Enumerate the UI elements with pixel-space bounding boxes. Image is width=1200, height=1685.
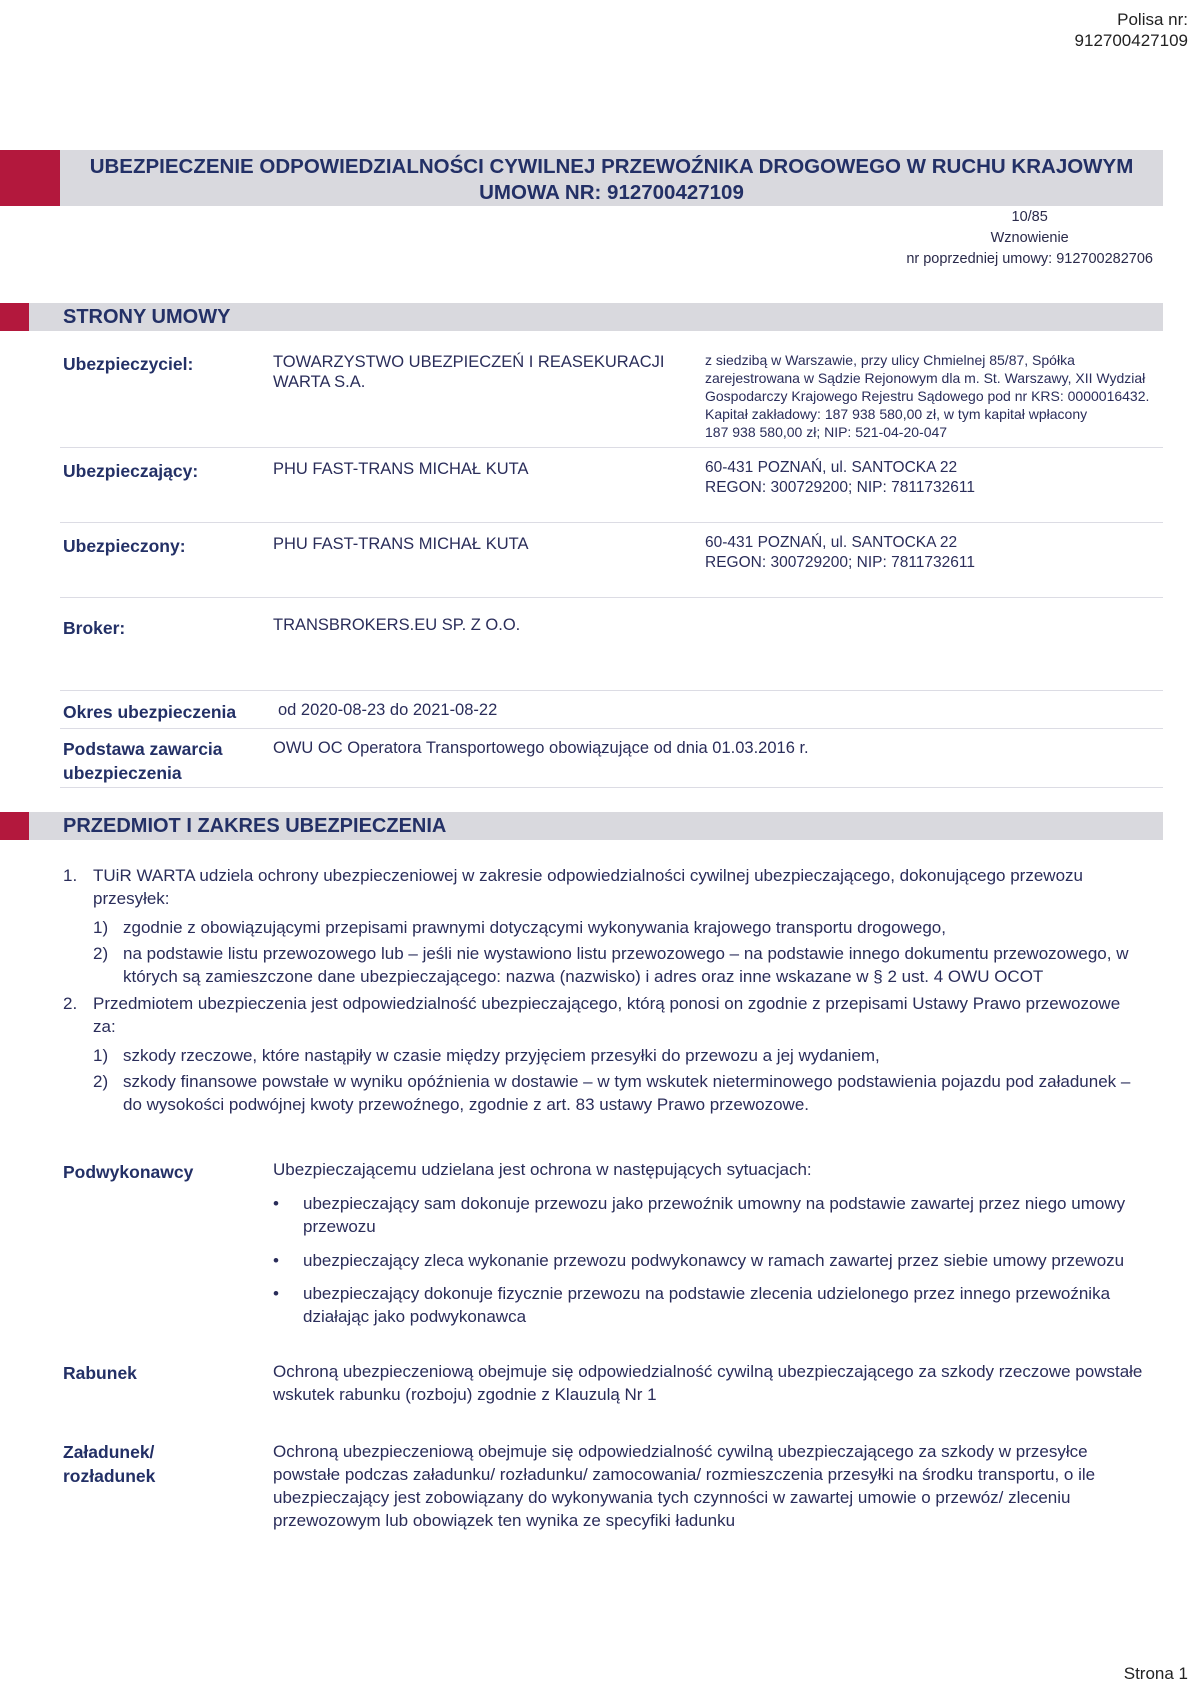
title-line-2: UMOWA NR: 912700427109 xyxy=(479,181,744,204)
contract-code: 10/85 xyxy=(1011,209,1048,225)
period-label: Okres ubezpieczenia xyxy=(63,702,237,722)
title-line-1: UBEZPIECZENIE ODPOWIEDZIALNOŚCI CYWILNEJ PRZEWOŹNIKA DROGOWEGO W RUCHU KRAJOWYM xyxy=(89,155,1134,178)
item-1-subitem-2-line-1: na podstawie listu przewozowego lub – jeśli nie wystawiono listu przewozowego – na podstawie innego dokumentu przewozowego, w xyxy=(123,944,1129,963)
bullet-marker: • xyxy=(273,1251,279,1270)
section-title-scope: PRZEDMIOT I ZAKRES UBEZPIECZENIA xyxy=(63,815,447,837)
section-accent-scope xyxy=(0,812,29,840)
subcontractors-label: Podwykonawcy xyxy=(63,1162,194,1182)
previous-contract: nr poprzedniej umowy: 912700282706 xyxy=(906,251,1153,267)
broker-name: TRANSBROKERS.EU SP. Z O.O. xyxy=(273,616,521,634)
insurer-name xyxy=(273,352,664,392)
subcontractors-bullet-1-line-1: ubezpieczający sam dokonuje przewozu jako przewoźnik umowny na podstawie zawartej przez niego umowy xyxy=(303,1194,1126,1213)
subitem-number: 2) xyxy=(93,1072,109,1091)
subitem-number: 1) xyxy=(93,1046,109,1065)
item-1-subitem-1: zgodnie z obowiązującymi przepisami prawnymi dotyczącymi wykonywania krajowego transportu drogowego, xyxy=(123,918,946,937)
policy-number: 912700427109 xyxy=(1074,31,1188,50)
insured-address-line-1: 60-431 POZNAŃ, ul. SANTOCKA 22 xyxy=(705,534,958,551)
section-accent-parties xyxy=(0,303,29,331)
loading-line-3: ubezpieczający jest zobowiązany do wykonywania tych czynności w zawartej umowie o przewóz/ zleceniu xyxy=(273,1488,1071,1507)
broker-label: Broker: xyxy=(63,618,126,638)
insurer-name-line-2: WARTA S.A. xyxy=(273,373,366,391)
page-number: Strona 1 xyxy=(1123,1664,1188,1683)
loading-label-line-2: rozładunek xyxy=(63,1466,156,1486)
subcontractors-bullet-3-line-2: działając jako podwykonawca xyxy=(303,1307,527,1326)
insurer-address-line: Gospodarczy Krajowego Rejestru Sądowego pod nr KRS: 0000016432. xyxy=(705,388,1150,404)
policyholder-name: PHU FAST-TRANS MICHAŁ KUTA xyxy=(273,460,529,478)
divider xyxy=(60,787,1163,788)
insured-name: PHU FAST-TRANS MICHAŁ KUTA xyxy=(273,535,529,553)
item-number: 2. xyxy=(63,994,78,1013)
contract-meta xyxy=(906,207,1153,270)
policyholder-address xyxy=(705,458,975,498)
insurer-name-line-1: TOWARZYSTWO UBEZPIECZEŃ I REASEKURACJI xyxy=(273,353,665,371)
item-2-line-1: Przedmiotem ubezpieczenia jest odpowiedzialność ubezpieczającego, którą ponosi on zgodnie z przepisami Ustawy Prawo przewozowe xyxy=(93,994,1121,1013)
subcontractors-bullet-3-line-1: ubezpieczający dokonuje fizycznie przewozu na podstawie zlecenia udzielonego przez innego przewoźnika xyxy=(303,1284,1111,1303)
loading-line-4: przewozowym lub obowiązek ten wynika ze specyfiki ładunku xyxy=(273,1511,736,1530)
item-1-line-2: przesyłek: xyxy=(93,889,170,908)
contract-status: Wznowienie xyxy=(990,230,1069,246)
policyholder-address-line-2: REGON: 300729200; NIP: 7811732611 xyxy=(705,479,976,496)
subcontractors-bullet-1 xyxy=(303,1192,1163,1238)
policy-number-block xyxy=(1075,9,1188,51)
subcontractors-bullet-1-line-2: przewozu xyxy=(303,1217,376,1236)
basis-label-line-2: ubezpieczenia xyxy=(63,763,182,783)
item-1-line-1: TUiR WARTA udziela ochrony ubezpieczeniowej w zakresie odpowiedzialności cywilnej ubezpieczającego, dokonującego przewozu xyxy=(93,866,1083,885)
item-number: 1. xyxy=(63,866,78,885)
insurer-address-line: zarejestrowana w Sądzie Rejonowym dla m. St. Warszawy, XII Wydział xyxy=(705,370,1146,386)
basis-label xyxy=(63,737,223,785)
policy-label: Polisa nr: xyxy=(1117,10,1188,29)
subcontractors-bullet-2: ubezpieczający zleca wykonanie przewozu podwykonawcy w ramach zawartej przez siebie umowy przewozu xyxy=(303,1251,1125,1270)
item-1-text xyxy=(93,864,1153,910)
item-1-subitem-2-line-2: których są zamieszczone dane ubezpieczającego: nazwa (nazwisko) i adres oraz inne wskazane w § 2 ust. 4 OWU OCOT xyxy=(123,967,1044,986)
divider xyxy=(60,690,1163,691)
robbery-label: Rabunek xyxy=(63,1363,137,1383)
subcontractors-intro: Ubezpieczającemu udzielana jest ochrona w następujących sytuacjach: xyxy=(273,1160,812,1179)
loading-label-line-1: Załadunek/ xyxy=(63,1442,155,1462)
item-2-text xyxy=(93,992,1153,1038)
basis-label-line-1: Podstawa zawarcia xyxy=(63,739,223,759)
section-title-parties: STRONY UMOWY xyxy=(63,306,231,328)
insurer-address-line: z siedzibą w Warszawie, przy ulicy Chmielnej 85/87, Spółka xyxy=(705,352,1075,368)
robbery-text xyxy=(273,1360,1168,1406)
divider xyxy=(60,447,1163,448)
basis-value: OWU OC Operatora Transportowego obowiązujące od dnia 01.03.2016 r. xyxy=(273,739,809,757)
title-accent-bar xyxy=(0,150,60,206)
divider xyxy=(60,728,1163,729)
item-2-subitem-2-line-2: do wysokości podwójnej kwoty przewoźnego, zgodnie z art. 83 ustawy Prawo przewozowe. xyxy=(123,1095,810,1114)
divider xyxy=(60,597,1163,598)
item-2-subitem-1: szkody rzeczowe, które nastąpiły w czasie między przyjęciem przesyłki do przewozu a jej wydaniem, xyxy=(123,1046,880,1065)
insurer-address xyxy=(705,351,1149,441)
item-2-subitem-2 xyxy=(123,1070,1163,1116)
insured-address-line-2: REGON: 300729200; NIP: 7811732611 xyxy=(705,554,976,571)
robbery-line-2: wskutek rabunku (rozboju) zgodnie z Klauzulą Nr 1 xyxy=(273,1385,657,1404)
document-title xyxy=(60,154,1163,206)
insurer-address-line: 187 938 580,00 zł; NIP: 521-04-20-047 xyxy=(705,424,948,440)
period-value: od 2020-08-23 do 2021-08-22 xyxy=(278,701,498,719)
insured-label: Ubezpieczony: xyxy=(63,536,186,556)
item-2-subitem-2-line-1: szkody finansowe powstałe w wyniku opóźnienia w dostawie – w tym wskutek nieterminowego podstawienia pojazdu pod załadunek – xyxy=(123,1072,1131,1091)
policyholder-address-line-1: 60-431 POZNAŃ, ul. SANTOCKA 22 xyxy=(705,459,958,476)
insurer-address-line: Kapitał zakładowy: 187 938 580,00 zł, w tym kapitał wpłacony xyxy=(705,406,1088,422)
insurer-label: Ubezpieczyciel: xyxy=(63,354,194,374)
loading-line-2: powstałe podczas załadunku/ rozładunku/ zamocowania/ rozmieszczenia przesyłki na środku transportu, o ile xyxy=(273,1465,1096,1484)
loading-label xyxy=(63,1440,155,1488)
item-2-line-2: za: xyxy=(93,1017,116,1036)
item-1-subitem-2 xyxy=(123,942,1163,988)
robbery-line-1: Ochroną ubezpieczeniową obejmuje się odpowiedzialność cywilną ubezpieczającego za szkody rzeczowe powstałe xyxy=(273,1362,1143,1381)
subcontractors-bullet-3 xyxy=(303,1282,1163,1328)
bullet-marker: • xyxy=(273,1194,279,1213)
loading-line-1: Ochroną ubezpieczeniową obejmuje się odpowiedzialność cywilną ubezpieczającego za szkody w przesyłce xyxy=(273,1442,1088,1461)
subitem-number: 2) xyxy=(93,944,109,963)
loading-text xyxy=(273,1440,1168,1532)
subitem-number: 1) xyxy=(93,918,109,937)
policyholder-label: Ubezpieczający: xyxy=(63,461,199,481)
bullet-marker: • xyxy=(273,1284,279,1303)
insured-address xyxy=(705,533,975,573)
divider xyxy=(60,522,1163,523)
